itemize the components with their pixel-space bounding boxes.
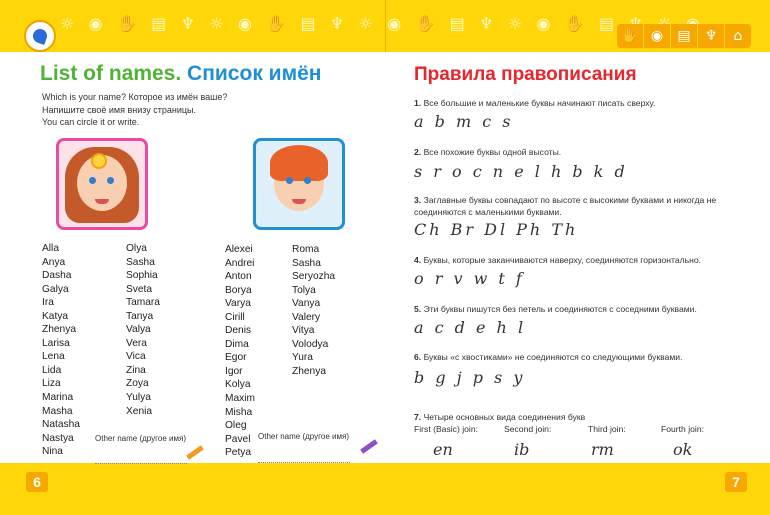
- name-item[interactable]: Masha: [42, 405, 73, 417]
- pattern-icon: ♆: [180, 14, 195, 33]
- pattern-icon: ✋: [116, 14, 137, 33]
- name-item[interactable]: Ira: [42, 297, 54, 309]
- rule-3-example: Ch Br Dl Ph Th: [414, 220, 579, 239]
- name-item[interactable]: Egor: [225, 352, 247, 364]
- pattern-icon: ♆: [329, 14, 345, 33]
- cap-icon: ⌂: [725, 24, 752, 48]
- name-item[interactable]: Pavel: [225, 433, 251, 445]
- name-item[interactable]: Valery: [292, 311, 321, 323]
- pattern-icon: ✋: [415, 14, 436, 33]
- name-item[interactable]: Lena: [42, 351, 65, 363]
- rule-5-example: a c d e h l: [414, 318, 527, 337]
- publisher-logo-icon: [24, 20, 56, 52]
- name-item[interactable]: Nina: [42, 446, 63, 458]
- name-item[interactable]: Misha: [225, 406, 253, 418]
- name-item[interactable]: Cirill: [225, 311, 245, 323]
- pattern-icon: ✋: [266, 14, 287, 33]
- name-item[interactable]: Zhenya: [42, 324, 76, 336]
- section-tabs: [617, 24, 752, 48]
- name-item[interactable]: Anton: [225, 271, 252, 283]
- name-item[interactable]: Valya: [126, 324, 151, 336]
- page-title-right: Правила правописания: [414, 64, 637, 85]
- name-item[interactable]: Zina: [126, 364, 146, 376]
- page-number-right: 7: [725, 472, 747, 492]
- name-item[interactable]: Anya: [42, 256, 66, 268]
- pattern-icon: ✋: [564, 14, 585, 33]
- name-item[interactable]: Xenia: [126, 405, 153, 417]
- pattern-icon: ◉: [237, 14, 252, 33]
- join-label-third: Third join:: [588, 424, 626, 434]
- figure-icon: ♆: [698, 24, 725, 48]
- name-item[interactable]: Larisa: [42, 337, 70, 349]
- name-item[interactable]: Alexei: [225, 244, 253, 255]
- name-item[interactable]: Denis: [225, 325, 252, 337]
- other-name-label-boys: Other name (другое имя): [258, 432, 349, 441]
- name-item[interactable]: Katya: [42, 310, 69, 322]
- name-item[interactable]: Natasha: [42, 419, 80, 431]
- name-item[interactable]: Yulya: [126, 392, 151, 404]
- rule-6: 6. Буквы «с хвостиками» не соединяются со следующими буквами.: [414, 352, 683, 362]
- name-item[interactable]: Volodya: [292, 338, 329, 350]
- pattern-icon: ☼: [507, 14, 523, 33]
- page-title-left: [40, 62, 321, 86]
- name-item[interactable]: Sveta: [126, 283, 153, 295]
- rule-4: 4. Буквы, которые заканчиваются наверху, соединяются горизонтально.: [414, 255, 702, 265]
- title-russian: Список имён: [187, 62, 322, 85]
- rule-3: 3. Заглавные буквы совпадают по высоте с высокими буквами и никогда не соединяются с маленькими буквами.: [414, 195, 717, 217]
- intro-line: You can circle it or write.: [42, 117, 140, 127]
- pattern-icon: ▤: [151, 14, 167, 33]
- bottom-banner: [0, 463, 770, 515]
- intro-line: Which is your name? Которое из имён ваше?: [42, 92, 228, 102]
- pattern-icon: ▤: [449, 14, 465, 33]
- pattern-icon: ♆: [479, 14, 494, 33]
- boy-other-name-line[interactable]: [258, 462, 350, 463]
- rule-1-example: a b m c s: [414, 112, 514, 131]
- name-item[interactable]: Tamara: [126, 297, 160, 309]
- pattern-icon: ◉: [387, 14, 402, 33]
- page-number-left: 6: [26, 472, 48, 492]
- hand-icon: ✋: [617, 24, 644, 48]
- rule-7: 7. Четыре основных вида соединения букв: [414, 412, 586, 422]
- join-label-second: Second join:: [504, 424, 552, 434]
- girl-names-column-1: [42, 242, 80, 459]
- orange-pencil-icon: [186, 445, 204, 459]
- name-item[interactable]: Varya: [225, 298, 251, 310]
- name-item[interactable]: Sasha: [126, 256, 155, 268]
- boy-portrait: [253, 138, 345, 230]
- title-english: List of names.: [40, 62, 182, 85]
- pattern-icon: ☼: [60, 14, 75, 33]
- name-item[interactable]: Vica: [126, 351, 146, 363]
- boy-names-column-1: [225, 243, 255, 460]
- name-item[interactable]: Olya: [126, 243, 147, 254]
- name-item[interactable]: Vanya: [292, 298, 321, 310]
- rule-2-example: s r o c n e l h b k d: [414, 162, 628, 181]
- rule-6-example: b g j p s y: [414, 368, 526, 387]
- pattern-icon: ☼: [209, 14, 224, 33]
- name-item[interactable]: Marina: [42, 392, 74, 404]
- name-item[interactable]: Roma: [292, 244, 320, 255]
- name-item[interactable]: Zhenya: [292, 365, 326, 377]
- name-item[interactable]: Alla: [42, 243, 59, 254]
- rule-5: 5. Эти буквы пишутся без петель и соединяются с соседними буквами.: [414, 304, 697, 314]
- girl-portrait: [56, 138, 148, 230]
- join-example-second: ib: [514, 440, 530, 459]
- join-label-fourth: Fourth join:: [661, 424, 704, 434]
- name-item[interactable]: Nastya: [42, 432, 74, 444]
- name-item[interactable]: Tolya: [292, 284, 316, 296]
- name-item[interactable]: Sasha: [292, 257, 321, 269]
- join-example-first: en: [433, 440, 453, 459]
- girl-names-column-2: [126, 242, 160, 418]
- name-item[interactable]: Yura: [292, 352, 313, 364]
- name-item[interactable]: Maxim: [225, 393, 255, 405]
- pattern-icon: ◉: [88, 14, 103, 33]
- rule-4-example: o r v w t f: [414, 269, 525, 288]
- join-example-fourth: ok: [673, 440, 693, 459]
- purple-pencil-icon: [360, 439, 378, 453]
- intro-text: [42, 91, 227, 129]
- name-item[interactable]: Galya: [42, 283, 69, 295]
- boy-names-column-2: [292, 243, 335, 378]
- rule-2: 2. Все похожие буквы одной высоты.: [414, 147, 562, 157]
- name-item[interactable]: Oleg: [225, 420, 247, 432]
- name-item[interactable]: Dasha: [42, 270, 72, 282]
- intro-line: Напишите своё имя внизу страницы.: [42, 104, 197, 115]
- name-item[interactable]: Andrei: [225, 257, 255, 269]
- name-item[interactable]: Dima: [225, 338, 249, 350]
- name-item[interactable]: Petya: [225, 447, 252, 459]
- pattern-icon: ☼: [358, 14, 373, 33]
- name-item[interactable]: Lida: [42, 364, 62, 376]
- top-banner: [0, 0, 770, 52]
- name-item[interactable]: Borya: [225, 284, 252, 296]
- join-label-first: First (Basic) join:: [414, 424, 478, 434]
- name-item[interactable]: Liza: [42, 378, 61, 390]
- girl-other-name-line[interactable]: [95, 463, 187, 464]
- decorative-icon-pattern: [60, 14, 700, 40]
- eye-icon: ◉: [644, 24, 671, 48]
- book-icon: ▤: [671, 24, 698, 48]
- other-name-label-girls: Other name (другое имя): [95, 434, 186, 443]
- name-item[interactable]: Vera: [126, 337, 147, 349]
- name-item[interactable]: Kolya: [225, 379, 251, 391]
- pattern-icon: ▤: [598, 14, 615, 33]
- name-item[interactable]: Sophia: [126, 270, 158, 282]
- name-item[interactable]: Tanya: [126, 310, 154, 322]
- pattern-icon: ◉: [536, 14, 551, 33]
- name-item[interactable]: Igor: [225, 365, 243, 377]
- rule-1: 1. Все большие и маленькие буквы начинают писать сверху.: [414, 98, 656, 108]
- join-example-third: rm: [591, 440, 614, 459]
- name-item[interactable]: Zoya: [126, 378, 149, 390]
- pattern-icon: ▤: [300, 14, 316, 33]
- name-item[interactable]: Seryozha: [292, 271, 336, 283]
- flower-icon: [91, 153, 107, 169]
- name-item[interactable]: Vitya: [292, 325, 315, 337]
